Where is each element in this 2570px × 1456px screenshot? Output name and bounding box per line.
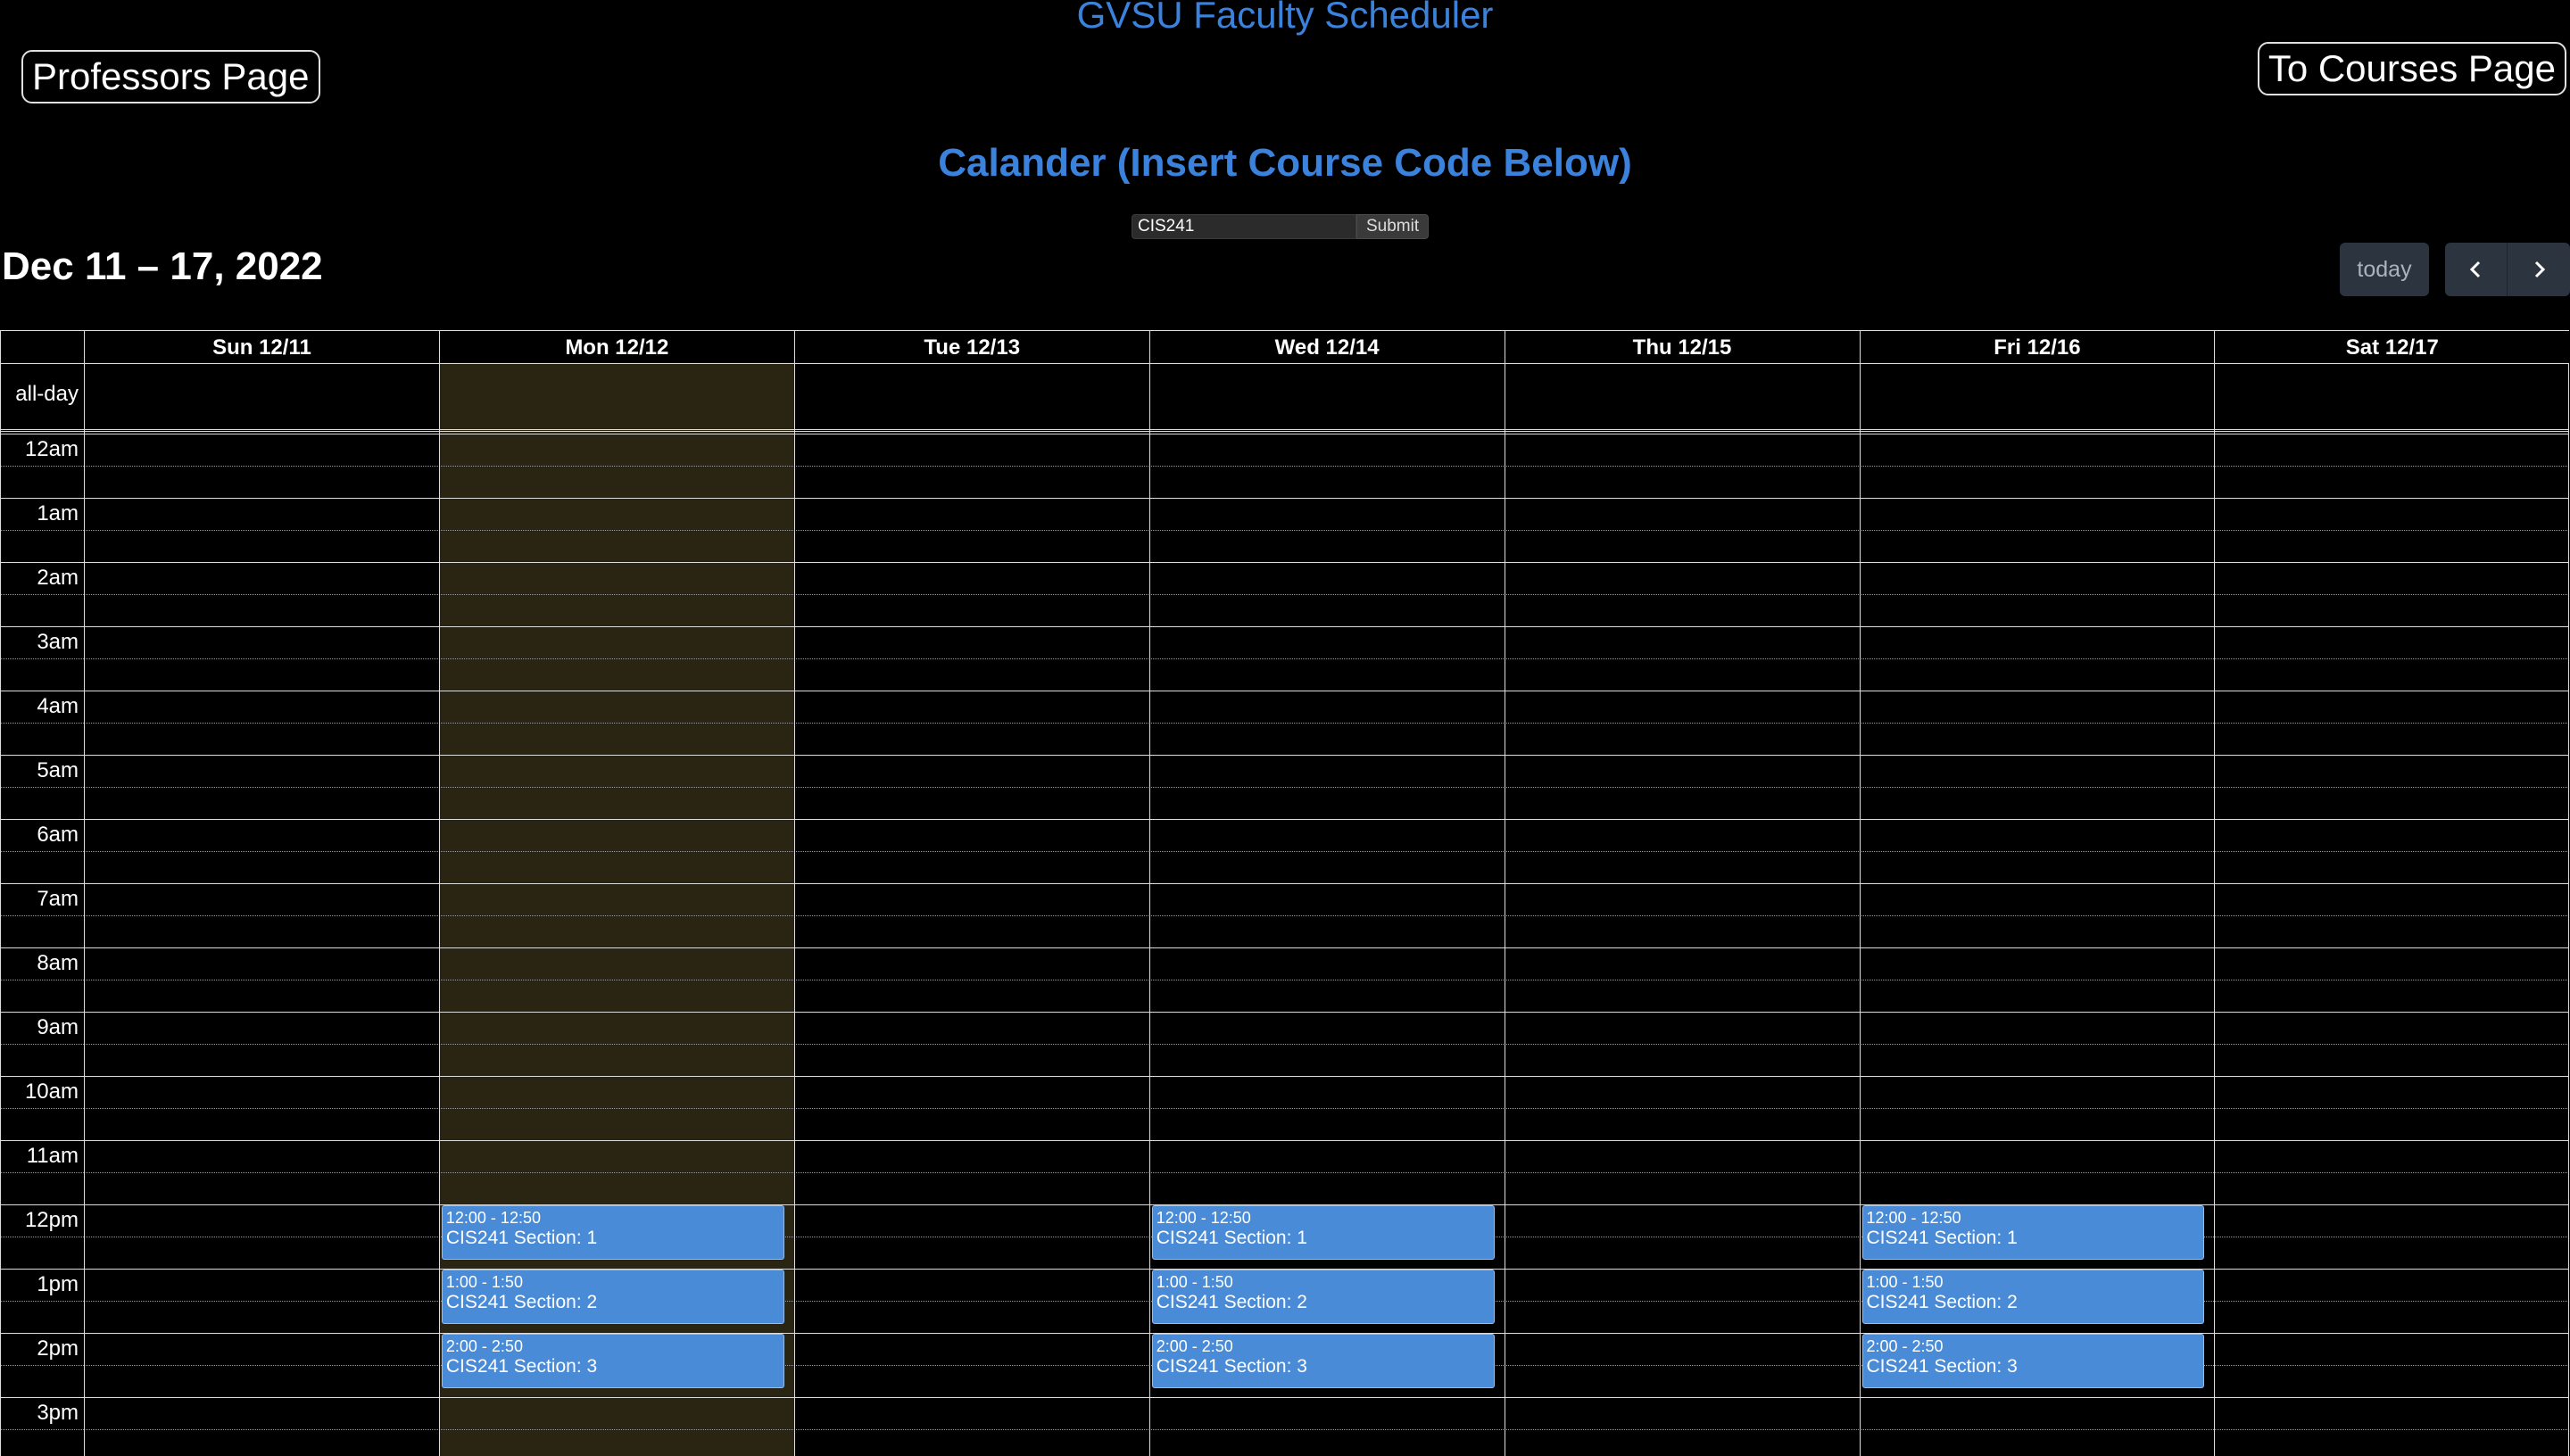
time-label: 10am (24, 1080, 79, 1104)
half-hour-line-axis (0, 1172, 84, 1173)
all-day-label: all-day (0, 364, 84, 429)
time-label: 12pm (24, 1208, 79, 1232)
calendar-event[interactable] (1152, 1334, 1495, 1388)
half-hour-line (84, 530, 2569, 531)
half-hour-line-axis (0, 530, 84, 531)
prev-week-button[interactable] (2445, 243, 2508, 296)
calendar-event[interactable] (1152, 1270, 1495, 1324)
column-divider (794, 364, 795, 1456)
column-divider (84, 364, 85, 1456)
time-label: 4am (37, 694, 79, 718)
course-code-input[interactable] (1132, 214, 1356, 239)
half-hour-line (84, 851, 2569, 852)
column-divider (1149, 364, 1150, 1456)
column-divider (0, 364, 1, 1456)
calendar-event[interactable] (1862, 1334, 2205, 1388)
half-hour-line-axis (0, 1365, 84, 1366)
time-label: 9am (37, 1015, 79, 1039)
half-hour-line-axis (0, 915, 84, 916)
half-hour-line (84, 1429, 2569, 1430)
half-hour-line (84, 658, 2569, 659)
event-title: CIS241 Section: 2 (1156, 1292, 1307, 1312)
event-title: CIS241 Section: 1 (1156, 1228, 1307, 1248)
time-label: 1pm (37, 1272, 79, 1296)
calendar-heading: Calander (Insert Course Code Below) (938, 141, 1632, 185)
half-hour-line (84, 723, 2569, 724)
submit-button[interactable]: Submit (1356, 214, 1429, 239)
half-hour-line (84, 466, 2569, 467)
time-label: 2am (37, 566, 79, 590)
chevron-right-icon (2529, 260, 2549, 279)
event-title: CIS241 Section: 2 (1866, 1292, 2018, 1312)
column-divider (439, 364, 440, 1456)
event-title: CIS241 Section: 1 (445, 1228, 598, 1248)
half-hour-line-axis (0, 1108, 84, 1109)
time-label: 1am (37, 501, 79, 525)
half-hour-line-axis (0, 851, 84, 852)
day-header: Sun 12/11 (84, 331, 439, 365)
course-search-form (1132, 214, 1429, 239)
calendar-event[interactable] (442, 1270, 784, 1324)
axis-header-cell (0, 331, 84, 365)
hour-line (0, 626, 2569, 627)
time-label: 6am (37, 823, 79, 847)
calendar-event[interactable] (1152, 1205, 1495, 1260)
half-hour-line (84, 787, 2569, 788)
time-label: 5am (37, 758, 79, 782)
event-time: 2:00 - 2:50 (1156, 1337, 1233, 1355)
week-calendar (0, 330, 2569, 1456)
time-label: 3am (37, 630, 79, 654)
day-header: Wed 12/14 (1149, 331, 1505, 365)
day-header: Tue 12/13 (794, 331, 1149, 365)
app-title: GVSU Faculty Scheduler (1076, 0, 1494, 36)
day-header: Sat 12/17 (2214, 331, 2569, 365)
calendar-event[interactable] (1862, 1205, 2205, 1260)
calendar-event[interactable] (442, 1205, 784, 1260)
time-label: 2pm (37, 1336, 79, 1361)
day-header: Mon 12/12 (439, 331, 794, 365)
courses-page-button[interactable]: To Courses Page (2258, 42, 2566, 95)
half-hour-line-axis (0, 787, 84, 788)
half-hour-line (84, 1044, 2569, 1045)
half-hour-line (84, 594, 2569, 595)
half-hour-line-axis (0, 1429, 84, 1430)
hour-line (0, 755, 2569, 756)
half-hour-line (84, 1108, 2569, 1109)
half-hour-line-axis (0, 1301, 84, 1302)
day-header-row (0, 330, 2569, 364)
column-divider (2568, 364, 2569, 1456)
hour-line (0, 883, 2569, 884)
chevron-left-icon (2466, 260, 2486, 279)
half-hour-line (84, 915, 2569, 916)
hour-line (0, 1012, 2569, 1013)
half-hour-line-axis (0, 594, 84, 595)
day-header: Thu 12/15 (1505, 331, 1860, 365)
hour-line (0, 819, 2569, 820)
hour-line (0, 562, 2569, 563)
time-label: 11am (26, 1144, 79, 1168)
hour-line (0, 498, 2569, 499)
hour-line (0, 1397, 2569, 1398)
calendar-event[interactable] (442, 1334, 784, 1388)
time-label: 3pm (37, 1401, 79, 1425)
half-hour-line-axis (0, 723, 84, 724)
column-divider (1860, 364, 1861, 1456)
all-day-row (0, 364, 2569, 432)
time-label: 7am (37, 887, 79, 911)
event-time: 2:00 - 2:50 (445, 1337, 523, 1355)
event-title: CIS241 Section: 3 (1866, 1356, 2018, 1377)
event-time: 1:00 - 1:50 (445, 1273, 523, 1291)
event-title: CIS241 Section: 1 (1866, 1228, 2018, 1248)
half-hour-line-axis (0, 1044, 84, 1045)
week-nav-group (2445, 243, 2570, 296)
date-range-title: Dec 11 – 17, 2022 (2, 244, 323, 288)
event-title: CIS241 Section: 3 (445, 1356, 598, 1377)
hour-line (0, 947, 2569, 948)
column-divider (2214, 364, 2215, 1456)
calendar-event[interactable] (1862, 1270, 2205, 1324)
event-time: 2:00 - 2:50 (1866, 1337, 1944, 1355)
day-header: Fri 12/16 (1860, 331, 2215, 365)
event-time: 1:00 - 1:50 (1156, 1273, 1233, 1291)
time-label: 12am (24, 437, 79, 461)
event-time: 1:00 - 1:50 (1866, 1273, 1944, 1291)
professors-page-button[interactable]: Professors Page (21, 50, 320, 103)
half-hour-line-axis (0, 466, 84, 467)
hour-line (0, 1076, 2569, 1077)
half-hour-line (84, 1172, 2569, 1173)
event-time: 12:00 - 12:50 (445, 1209, 541, 1227)
half-hour-line-axis (0, 658, 84, 659)
event-time: 12:00 - 12:50 (1156, 1209, 1251, 1227)
hour-line (0, 1140, 2569, 1141)
next-week-button[interactable] (2508, 243, 2570, 296)
event-title: CIS241 Section: 2 (445, 1292, 598, 1312)
time-label: 8am (37, 951, 79, 975)
event-time: 12:00 - 12:50 (1866, 1209, 1961, 1227)
today-button[interactable]: today (2340, 243, 2429, 296)
event-title: CIS241 Section: 3 (1156, 1356, 1307, 1377)
